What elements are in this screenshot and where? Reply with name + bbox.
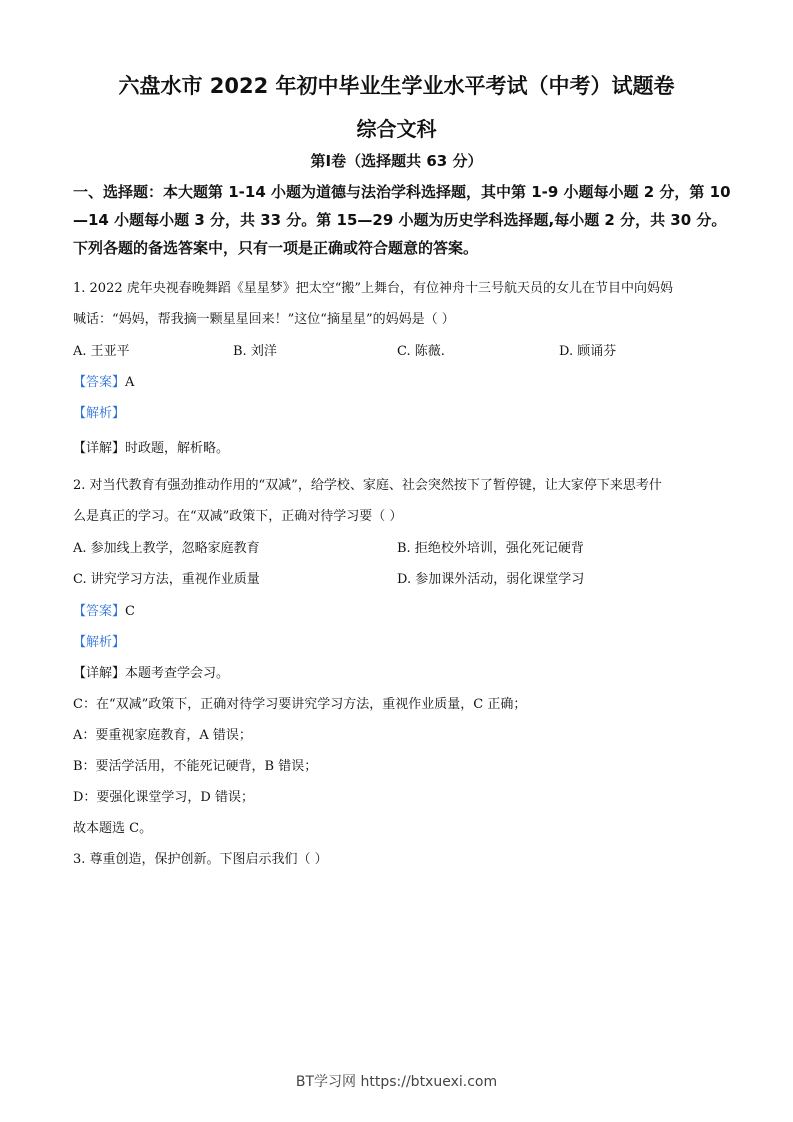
q2-stem-line2: 么是真正的学习。在“双减”政策下，正确对待学习要（ ）: [73, 509, 403, 524]
q2-option-d: D. 参加课外活动，弱化课堂学习: [397, 572, 585, 587]
q2-explanation-c: C：在“双减”政策下，正确对待学习要讲究学习方法，重视作业质量，C 正确；: [73, 697, 527, 712]
q1-option-d: D. 顾诵芬: [559, 344, 617, 359]
answer-tag: 【答案】: [73, 604, 126, 619]
q1-option-c: C. 陈薇.: [397, 344, 445, 359]
q1-analysis-tag: 【解析】: [73, 406, 126, 421]
q2-explanation-b: B：要活学活用，不能死记硬背，B 错误；: [73, 759, 318, 774]
q1-option-b: B. 刘洋: [233, 344, 277, 359]
q1-answer-value: A: [125, 375, 135, 390]
q2-analysis-tag: 【解析】: [73, 635, 126, 650]
volume-heading: 第Ⅰ卷（选择题共 63 分）: [310, 152, 483, 170]
exam-title: 六盘水市 2022 年初中毕业生学业水平考试（中考）试题卷: [118, 74, 675, 98]
exam-subtitle: 综合文科: [356, 117, 437, 141]
q1-detail: 【详解】时政题，解析略。: [73, 441, 230, 456]
q2-explanation-a: A：要重视家庭教育，A 错误；: [73, 728, 252, 743]
q3-stem: 3. 尊重创造，保护创新。下图启示我们（ ）: [73, 852, 328, 867]
q2-stem-line1: 2. 对当代教育有强劲推动作用的“双减”，给学校、家庭、社会突然按下了暂停键，让大家停下来思考什: [73, 478, 662, 493]
q1-answer: [73, 371, 134, 390]
q2-explanation-d: D：要强化课堂学习，D 错误；: [73, 790, 254, 805]
q2-option-a: A. 参加线上教学，忽略家庭教育: [73, 541, 260, 556]
footer-watermark: BT学习网 https://btxuexi.com: [295, 1074, 498, 1090]
q2-answer-value: C: [125, 604, 135, 619]
q2-conclusion: 故本题选 C。: [73, 821, 153, 836]
q2-option-b: B. 拒绝校外培训，强化死记硬背: [397, 541, 584, 556]
q1-stem-line2: 喊话：“妈妈，帮我摘一颗星星回来！”这位“摘星星”的妈妈是（ ）: [73, 312, 455, 327]
q2-answer: [73, 600, 135, 619]
q1-stem-line1: 1. 2022 虎年央视春晚舞蹈《星星梦》把太空“搬”上舞台，有位神舟十三号航天员的女儿在节目中向妈妈: [73, 281, 674, 296]
answer-tag: 【答案】: [73, 375, 126, 390]
q1-option-a: A. 王亚平: [73, 344, 130, 359]
section-heading: 一、选择题：本大题第 1-14 小题为道德与法治学科选择题，其中第 1-9 小题每小题 2 分，第 10—14 小题每小题 3 分，共 33 分。第 15—29 小题为历史学科选择题,每小题 2 分，共 30 分。下列各题的备选答案中，只有一项是正确或符合题意的答案。: [73, 183, 731, 257]
q2-detail: 【详解】本题考查学会习。: [73, 666, 230, 681]
q2-option-c: C. 讲究学习方法，重视作业质量: [73, 572, 260, 587]
